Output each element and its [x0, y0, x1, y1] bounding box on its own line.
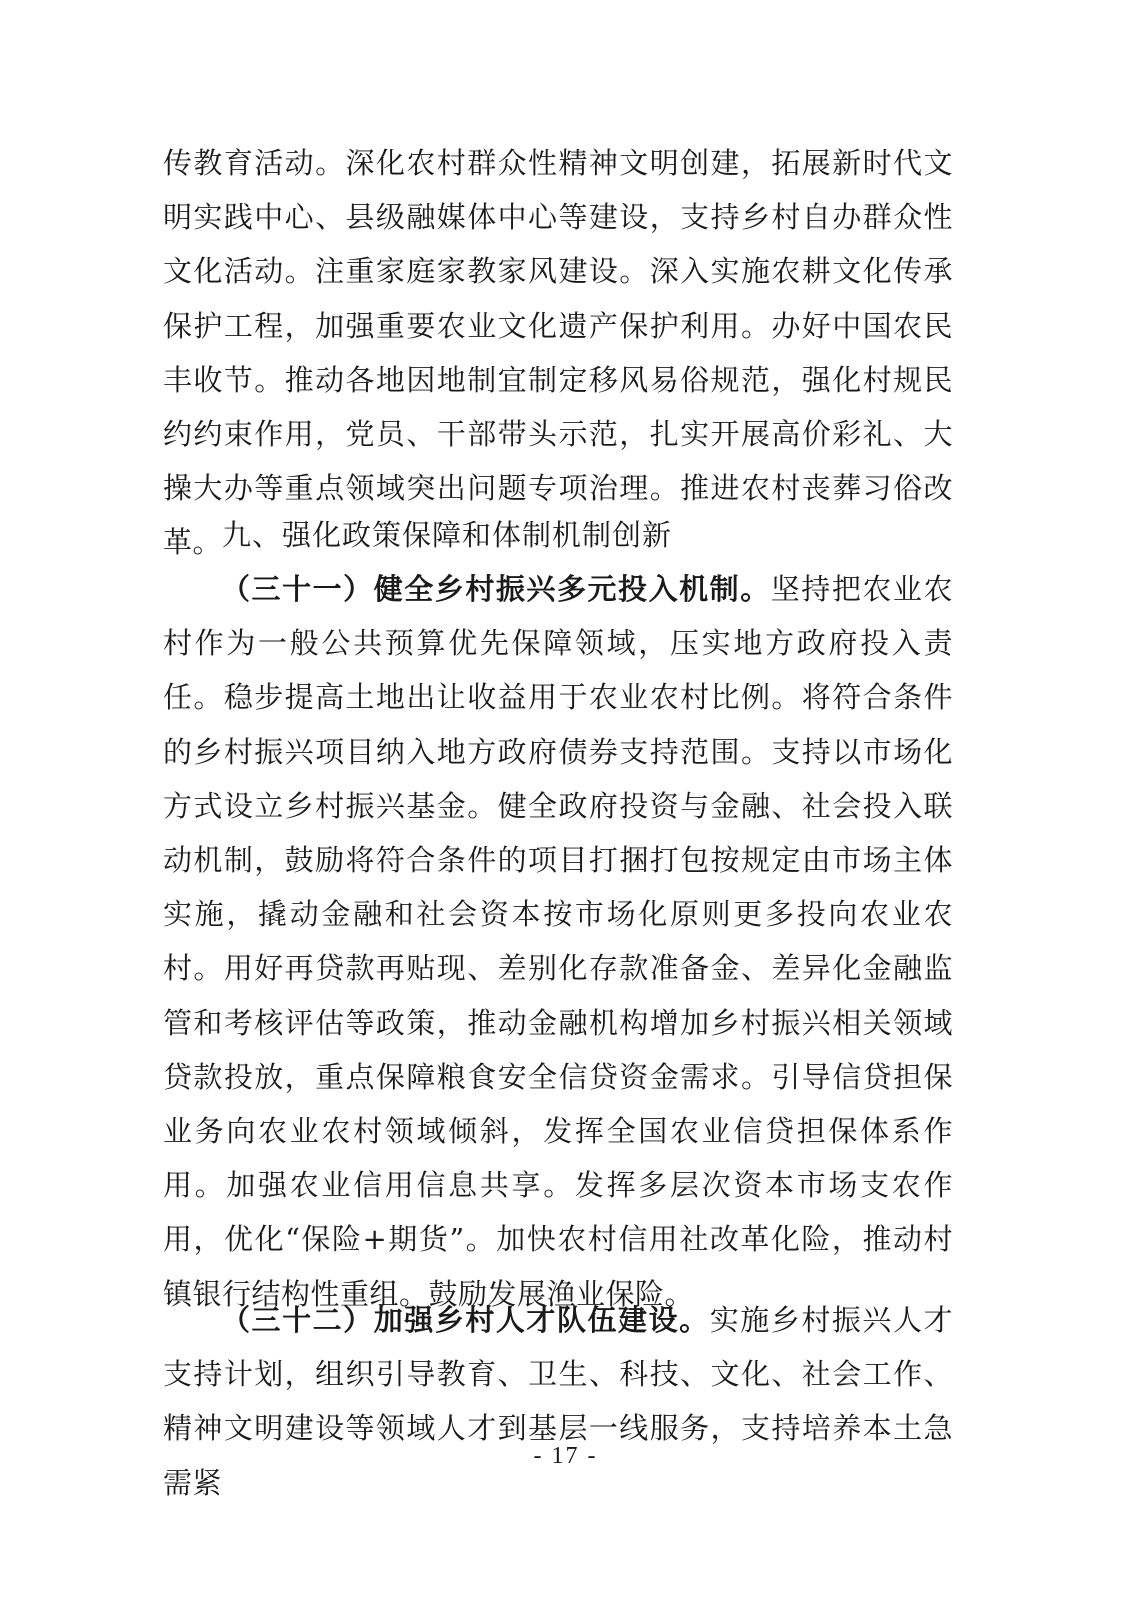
item-31-lead: （三十一）健全乡村振兴多元投入机制。	[221, 572, 771, 606]
item-32-body: 实施乡村振兴人才支持计划，组织引导教育、卫生、科技、文化、社会工作、精神文明建设等领域人才到基层一线服务，支持培养本土急需紧	[163, 1303, 953, 1500]
paragraph-continuation: 传教育活动。深化农村群众性精神文明创建，拓展新时代文明实践中心、县级融媒体中心等建设，支持乡村自办群众性文化活动。注重家庭家教家风建设。深入实施农耕文化传承保护工程，加强重要农业文化遗产保护利用。办好中国农民丰收节。推动各地因地制宜制定移风易俗规范，强化村规民约约束作用，党员、干部带头示范，扎实开展高价彩礼、大操大办等重点领域突出问题专项治理。推进农村丧葬习俗改革。	[163, 146, 953, 560]
item-32-lead: （三十二）加强乡村人才队伍建设。	[221, 1303, 710, 1337]
page-number: - 17 -	[533, 1443, 598, 1469]
paragraph-item-32	[163, 1293, 953, 1510]
item-31-body: 坚持把农业农村作为一般公共预算优先保障领域，压实地方政府投入责任。稳步提高土地出让收益用于农业农村比例。将符合条件的乡村振兴项目纳入地方政府债券支持范围。支持以市场化方式设立乡村振兴基金。健全政府投资与金融、社会投入联动机制，鼓励将符合条件的项目打捆打包按规定由市场主体实施，撬动金融和社会资本按市场化原则更多投向农业农村。用好再贷款再贴现、差别化存款准备金、差异化金融监管和考核评估等政策，推动金融机构增加乡村振兴相关领域贷款投放，重点保障粮食安全信贷资金需求。引导信贷担保业务向农业农村领域倾斜，发挥全国农业信贷担保体系作用。加强农业信用信息共享。发挥多层次资本市场支农作用，优化“保险+期货”。加快农村信用社改革化险，推动村镇银行结构性重组。鼓励发展渔业保险。	[163, 572, 953, 1311]
section-heading: 九、强化政策保障和体制机制创新	[222, 518, 673, 552]
paragraph-item-31	[163, 562, 953, 1321]
